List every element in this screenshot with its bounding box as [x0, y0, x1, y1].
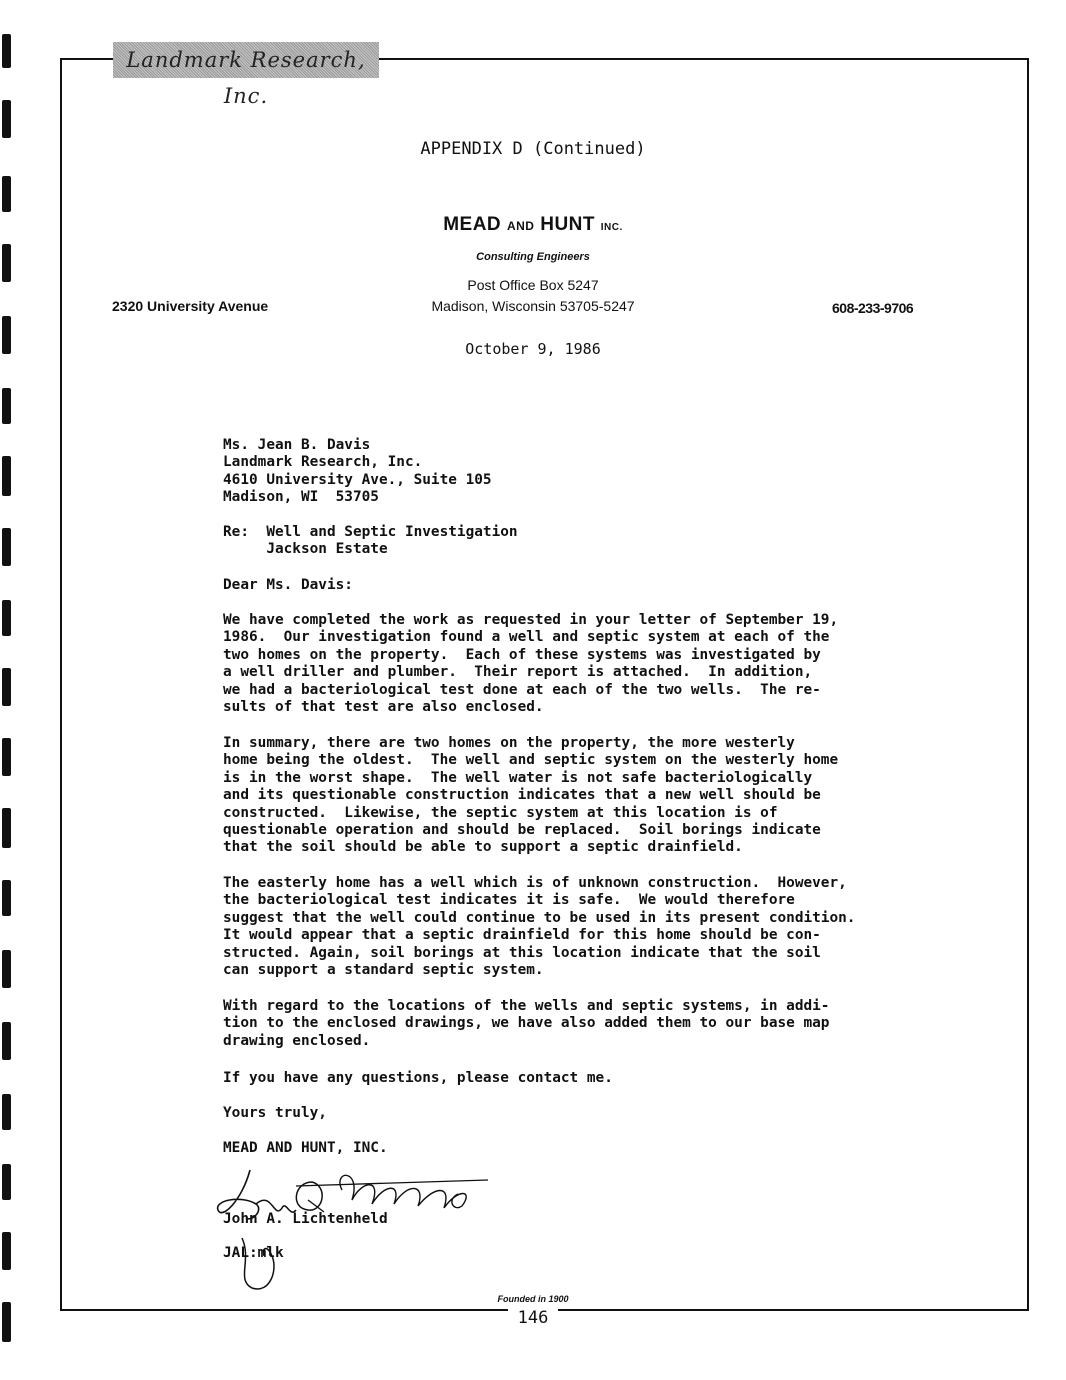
binder-mark	[2, 528, 11, 566]
binder-mark	[2, 808, 11, 848]
re-line	[223, 524, 518, 559]
re-property: Jackson Estate	[223, 541, 388, 558]
landmark-stamp: Landmark Research, Inc.	[113, 42, 379, 78]
company-signoff: MEAD AND HUNT, INC.	[223, 1140, 388, 1156]
address-line: Madison, WI 53705	[223, 489, 379, 506]
binder-mark	[2, 1022, 11, 1060]
city-line: Madison, Wisconsin 53705-5247	[431, 298, 635, 314]
signer-name: John A. Lichtenheld	[223, 1211, 388, 1227]
body-paragraph: With regard to the locations of the wells and septic systems, in addi- tion to the enclosed drawings, we have also added them to our base map drawing enclosed.	[223, 998, 830, 1049]
binder-mark	[2, 100, 11, 138]
body-paragraph: In summary, there are two homes on the property, the more westerly home being the oldest. The well and septic system on the westerly home is in the worst shape. The well water is not safe bacteriologically and its questionable construction indicates that a new well should be constructed. Likewise, the septic system at this location is of questionable operation and should be replaced. Soil borings indicate that the soil should be able to support a septic drainfield.	[223, 735, 839, 856]
appendix-heading: APPENDIX D (Continued)	[420, 139, 646, 159]
salutation: Dear Ms. Davis:	[223, 577, 353, 593]
binder-mark	[2, 1164, 11, 1200]
binder-mark	[2, 176, 11, 212]
binder-mark	[2, 668, 11, 706]
company-tagline: Consulting Engineers	[476, 251, 590, 263]
street-address: 2320 University Avenue	[112, 298, 269, 314]
recipient-address	[223, 437, 492, 507]
binder-mark	[2, 388, 11, 424]
page-number: 146	[0, 1308, 1066, 1328]
address-line: Landmark Research, Inc.	[223, 454, 423, 471]
letter-date: October 9, 1986	[465, 340, 601, 358]
handwritten-signature	[212, 1160, 502, 1300]
binder-mark	[2, 456, 11, 496]
body-paragraph: We have completed the work as requested in your letter of September 19, 1986. Our investigation found a well and septic system at each of the two homes on the property. Each of these systems was investigated by a well driller and plumber. Their report is attached. In addition, we had a bacteriological test done at each of the two wells. The re- sults of that test are also enclosed.	[223, 612, 839, 716]
company-name: MEAD AND HUNT INC.	[443, 214, 623, 235]
body-paragraph: If you have any questions, please contact me.	[223, 1070, 613, 1086]
binder-mark	[2, 1232, 11, 1270]
binder-mark	[2, 600, 11, 636]
closing: Yours truly,	[223, 1105, 327, 1121]
binder-mark	[2, 738, 11, 776]
binder-mark	[2, 950, 11, 988]
founded-note: Founded in 1900	[497, 1294, 569, 1304]
binder-mark	[2, 34, 11, 68]
binder-mark	[2, 880, 11, 916]
po-box: Post Office Box 5247	[467, 277, 599, 293]
binder-mark	[2, 1094, 11, 1130]
re-subject: Re: Well and Septic Investigation	[223, 524, 518, 540]
body-paragraph: The easterly home has a well which is of unknown construction. However, the bacteriological test indicates it is safe. We would therefore suggest that the well could continue to be used in its present condition. It would appear that a septic drainfield for this home should be con- structed. Again, soil borings at this location indicate that the soil can support a standard septic system.	[223, 875, 856, 979]
phone-number: 608-233-9706	[832, 300, 914, 316]
address-line: Ms. Jean B. Davis	[223, 437, 371, 453]
typist-initials: JAL:mlk	[223, 1245, 284, 1261]
address-line: 4610 University Ave., Suite 105	[223, 471, 492, 488]
